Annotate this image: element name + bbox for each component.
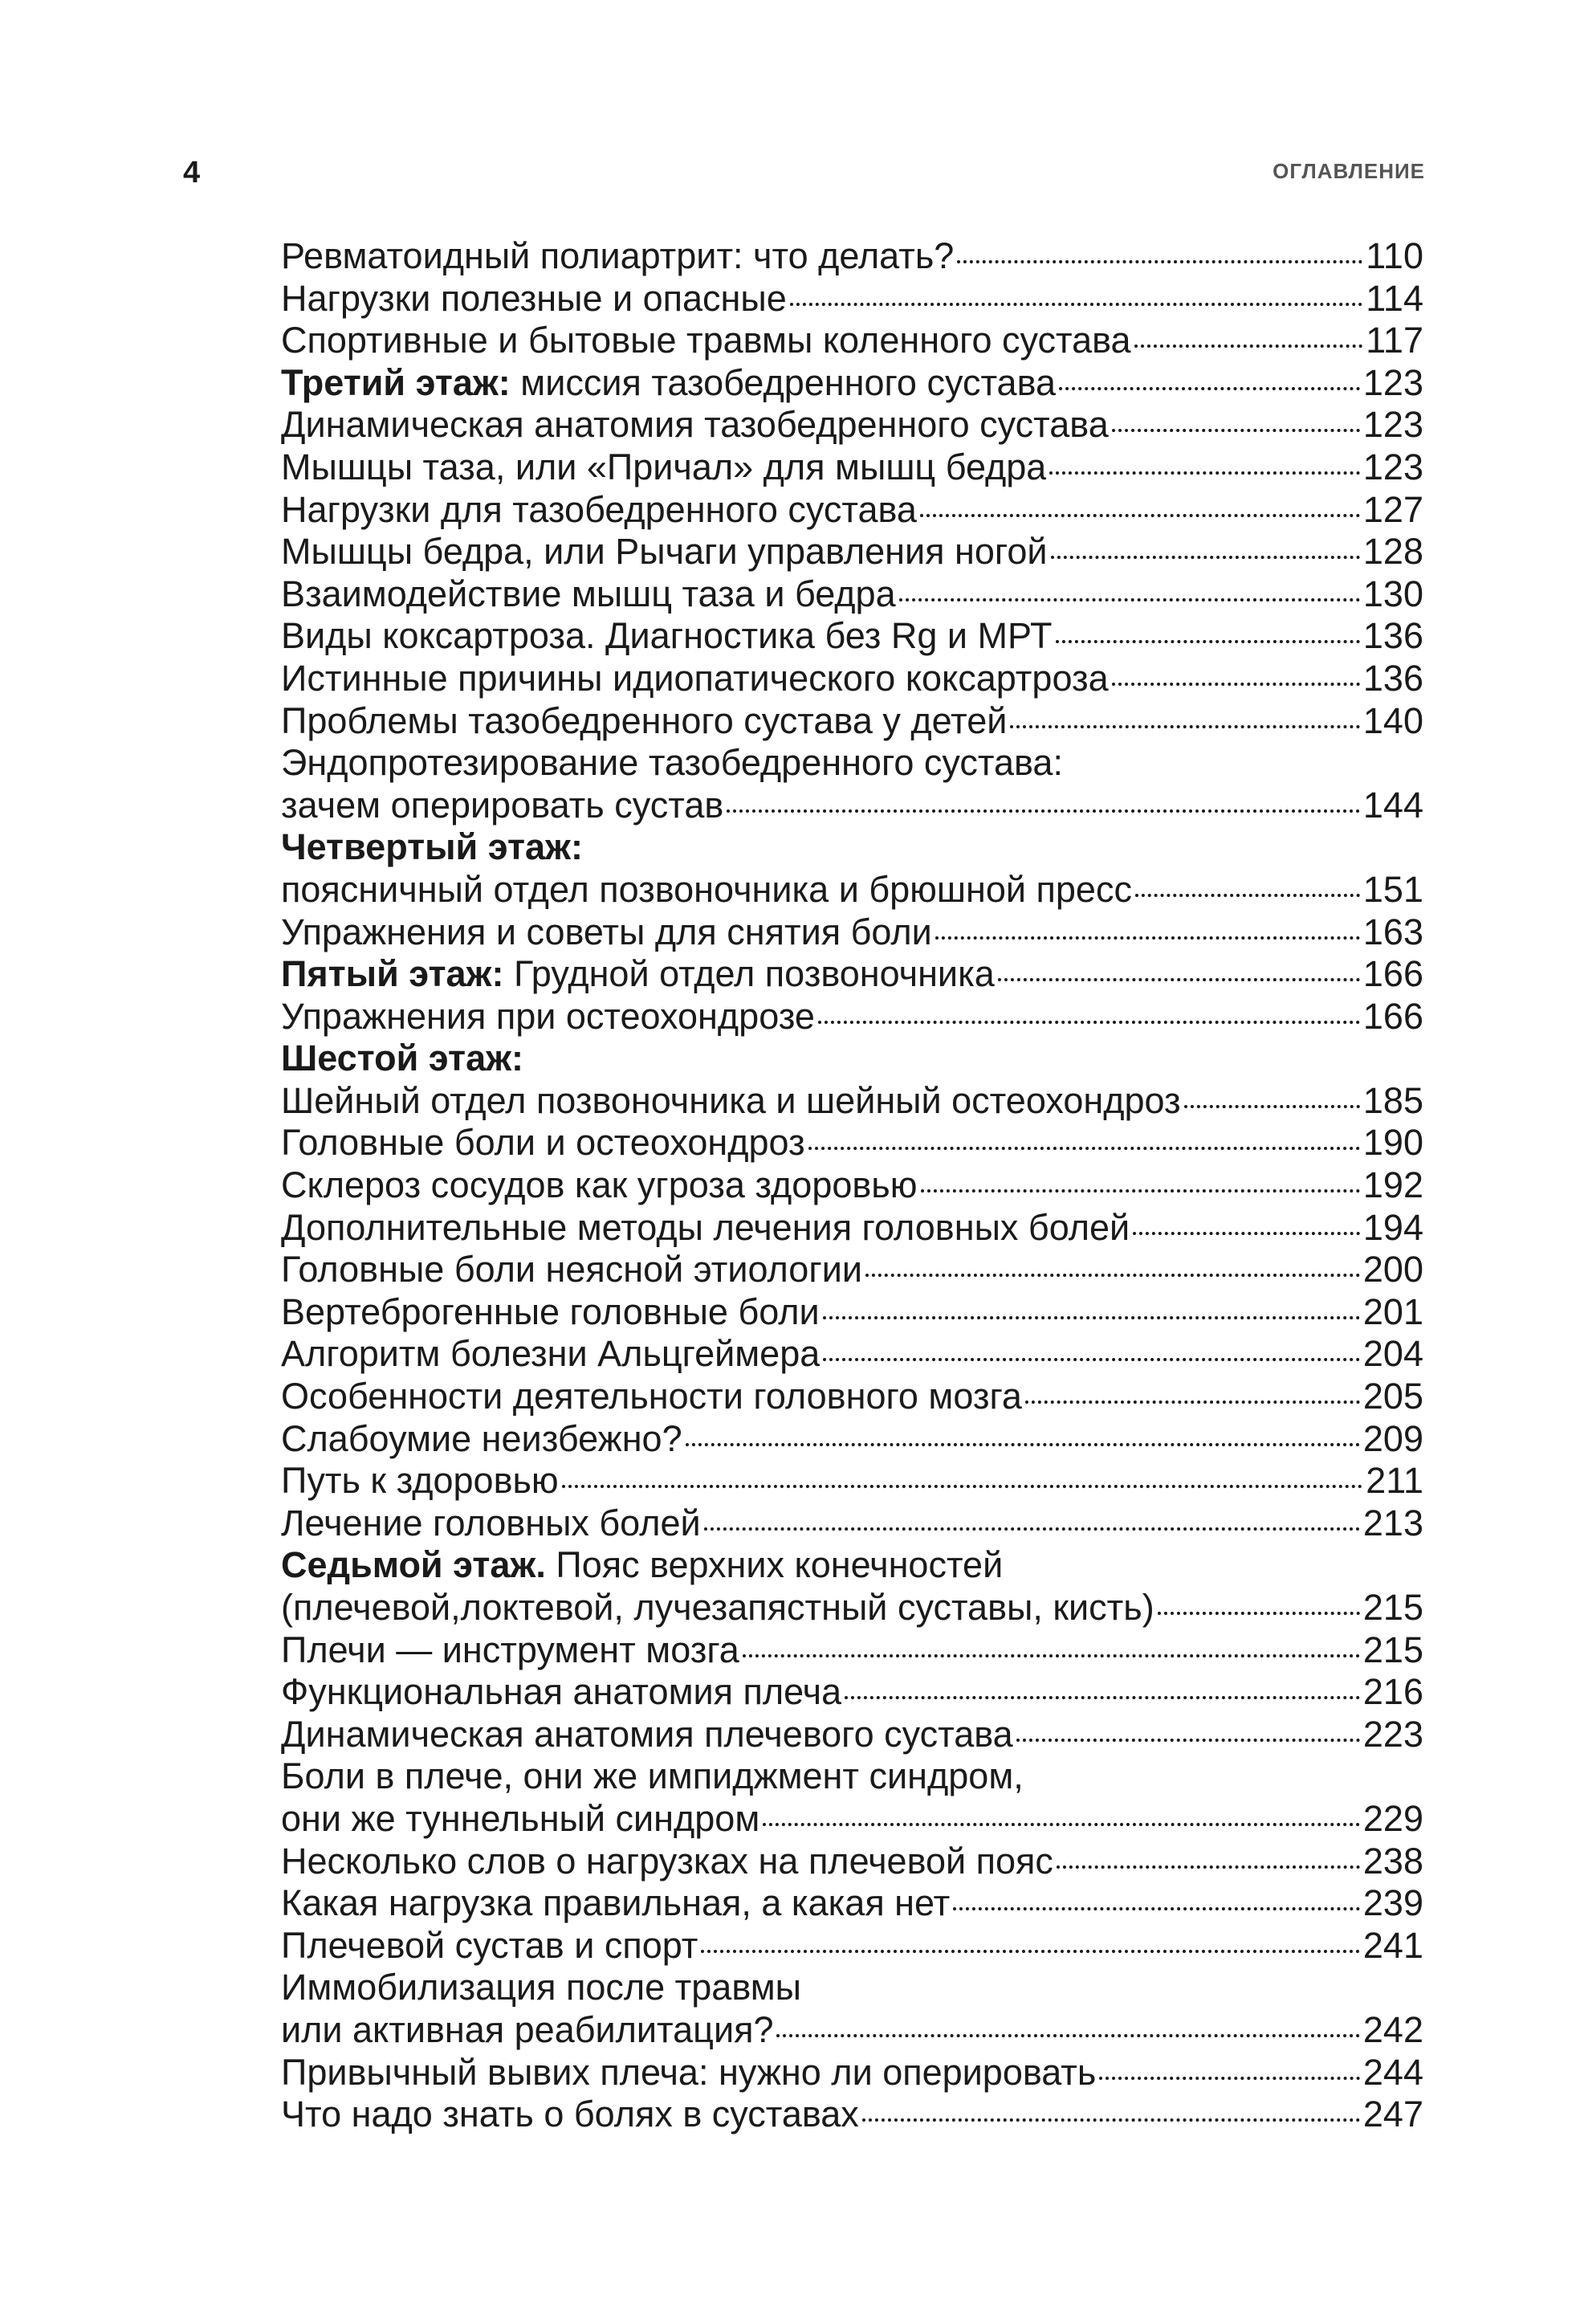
toc-entry bbox=[281, 2052, 1423, 2094]
dot-leader bbox=[727, 809, 1360, 813]
toc-entry-text: Шейный отдел позвоночника и шейный остеохондроз bbox=[281, 1079, 1181, 1121]
toc-entry-text: Алгоритм болезни Альцгеймера bbox=[281, 1333, 821, 1375]
toc-page-number: 114 bbox=[1366, 277, 1423, 319]
toc-page-number: 242 bbox=[1362, 2008, 1423, 2050]
toc-entry-text: Несколько слов о нагрузках на плечевой пояс bbox=[281, 1840, 1053, 1882]
toc-page-number: 130 bbox=[1362, 573, 1423, 614]
toc-entry-text: Какая нагрузка правильная, а какая нет bbox=[281, 1882, 951, 1924]
toc-entry bbox=[281, 1122, 1423, 1164]
toc-page-number: 123 bbox=[1362, 404, 1423, 446]
toc-entry-text: Упражнения при остеохондрозе bbox=[281, 995, 815, 1037]
toc-page-number: 244 bbox=[1362, 2051, 1423, 2093]
dot-leader bbox=[1135, 893, 1360, 897]
toc-entry bbox=[281, 2009, 1423, 2052]
dot-leader bbox=[1133, 1231, 1360, 1235]
toc-entry-title bbox=[281, 1460, 559, 1502]
toc-entry bbox=[281, 489, 1423, 532]
page-number: 4 bbox=[183, 156, 201, 190]
toc-entry-title bbox=[281, 1967, 801, 2008]
toc-entry bbox=[281, 235, 1423, 278]
toc-entry-text: Слабоумие неизбежно? bbox=[281, 1417, 682, 1459]
toc-entry bbox=[281, 1333, 1423, 1376]
running-head: ОГЛАВЛЕНИЕ bbox=[1272, 159, 1425, 183]
toc-entry bbox=[281, 1544, 1423, 1587]
dot-leader bbox=[1134, 344, 1363, 348]
toc-entry-title bbox=[281, 489, 917, 532]
toc-entry-title bbox=[281, 742, 1063, 783]
toc-entry bbox=[281, 1249, 1423, 1291]
dot-leader bbox=[562, 1484, 1363, 1488]
toc-entry-title bbox=[281, 1755, 1024, 1796]
toc-entry-title bbox=[281, 320, 1131, 362]
toc-entry bbox=[281, 1164, 1423, 1207]
toc-entry-text: Виды коксартроза. Диагностика без Rg и МРТ bbox=[281, 615, 1053, 657]
toc-entry bbox=[281, 785, 1423, 827]
toc-entry-title bbox=[281, 658, 1109, 700]
toc-entry-title bbox=[281, 2052, 1096, 2094]
toc-entry bbox=[281, 1460, 1423, 1502]
toc-entry-title bbox=[281, 1841, 1053, 1883]
dot-leader bbox=[686, 1442, 1360, 1446]
toc-entry-title bbox=[281, 1629, 739, 1672]
toc-page-number: 166 bbox=[1362, 953, 1423, 995]
toc-entry bbox=[281, 1376, 1423, 1418]
toc-entry-title bbox=[281, 235, 954, 278]
toc-entry-text: Эндопротезирование тазобедренного сустава: bbox=[281, 742, 1063, 784]
toc-entry-text: Головные боли и остеохондроз bbox=[281, 1122, 805, 1164]
toc-page-number: 216 bbox=[1362, 1671, 1423, 1713]
toc-entry bbox=[281, 1798, 1423, 1841]
toc-section-heading: Седьмой этаж. bbox=[281, 1544, 546, 1586]
toc-page-number: 201 bbox=[1362, 1290, 1423, 1332]
toc-entry-text: Функциональная анатомия плеча bbox=[281, 1671, 842, 1713]
toc-entry-text: Дополнительные методы лечения головных болей bbox=[281, 1206, 1130, 1248]
toc-page-number: 238 bbox=[1362, 1840, 1423, 1882]
toc-entry-text: Мышцы таза, или «Причал» для мышц бедра bbox=[281, 446, 1047, 487]
toc-entry bbox=[281, 1502, 1423, 1545]
toc-page-number: 241 bbox=[1362, 1924, 1423, 1966]
toc-entry bbox=[281, 320, 1423, 362]
toc-section-heading: Пятый этаж: bbox=[281, 953, 504, 995]
toc-page-number: 185 bbox=[1362, 1079, 1423, 1121]
toc-entry-title bbox=[281, 615, 1053, 658]
toc-section-heading: Шестой этаж: bbox=[281, 1038, 523, 1079]
dot-leader bbox=[1056, 639, 1360, 643]
dot-leader bbox=[865, 1273, 1360, 1277]
toc-entry-text: Мышцы бедра, или Рычаги управления ногой bbox=[281, 531, 1048, 573]
toc-page-number: 215 bbox=[1362, 1629, 1423, 1670]
toc-entry bbox=[281, 1967, 1423, 2009]
toc-entry-text: Грудной отдел позвоночника bbox=[503, 953, 995, 995]
dot-leader bbox=[1049, 471, 1360, 475]
toc-entry-title bbox=[281, 1291, 820, 1334]
toc-entry-title bbox=[281, 700, 1007, 743]
toc-entry bbox=[281, 1207, 1423, 1250]
toc-entry bbox=[281, 911, 1423, 954]
toc-entry bbox=[281, 826, 1423, 869]
toc-entry-text: Нагрузки полезные и опасные bbox=[281, 277, 787, 319]
toc-page-number: 151 bbox=[1362, 868, 1423, 910]
toc-entry-title bbox=[281, 785, 723, 827]
toc-page-number: 223 bbox=[1362, 1713, 1423, 1755]
toc-entry-title bbox=[281, 362, 1056, 405]
toc-page-number: 110 bbox=[1366, 235, 1423, 276]
toc-page-number: 123 bbox=[1362, 446, 1423, 487]
toc-entry-title bbox=[281, 446, 1046, 489]
toc-entry-text: Склероз сосудов как угроза здоровью bbox=[281, 1164, 918, 1206]
toc-page-number: 166 bbox=[1362, 995, 1423, 1037]
toc-entry-title bbox=[281, 531, 1048, 573]
toc-entry bbox=[281, 362, 1423, 405]
toc-entry-text: Пояс верхних конечностей bbox=[545, 1544, 1004, 1586]
toc-entry bbox=[281, 278, 1423, 320]
dot-leader bbox=[704, 1527, 1360, 1531]
dot-leader bbox=[998, 977, 1360, 981]
toc-entry bbox=[281, 2094, 1423, 2136]
toc-entry-text: Особенности деятельности головного мозга bbox=[281, 1376, 1022, 1417]
toc-entry-text: они же туннельный синдром bbox=[281, 1797, 760, 1839]
toc-entry-text: зачем оперировать сустав bbox=[281, 784, 724, 826]
toc-page-number: 247 bbox=[1362, 2094, 1423, 2135]
toc-entry bbox=[281, 1755, 1423, 1798]
toc-entry bbox=[281, 658, 1423, 700]
toc-entry-title bbox=[281, 1122, 805, 1164]
toc-entry-text: миссия тазобедренного сустава bbox=[510, 361, 1056, 403]
toc-page-number: 205 bbox=[1362, 1376, 1423, 1417]
toc-entry-title bbox=[281, 278, 787, 320]
toc-entry bbox=[281, 1587, 1423, 1629]
dot-leader bbox=[935, 936, 1360, 940]
toc-page-number: 229 bbox=[1362, 1797, 1423, 1839]
toc-entry-text: Ревматоидный полиартрит: что делать? bbox=[281, 235, 955, 276]
toc-page-number: 190 bbox=[1362, 1122, 1423, 1164]
dot-leader bbox=[1025, 1400, 1360, 1404]
toc-entry bbox=[281, 531, 1423, 573]
toc-entry bbox=[281, 1841, 1423, 1883]
toc-entry-text: Проблемы тазобедренного сустава у детей bbox=[281, 699, 1008, 741]
toc-entry bbox=[281, 742, 1423, 785]
toc-entry bbox=[281, 1629, 1423, 1672]
toc-entry-text: Истинные причины идиопатического коксартроза bbox=[281, 657, 1109, 699]
toc-entry-title bbox=[281, 404, 1109, 446]
dot-leader bbox=[1158, 1611, 1360, 1615]
toc-page-number: 140 bbox=[1362, 699, 1423, 741]
toc-page-number: 163 bbox=[1362, 911, 1423, 952]
toc-entry bbox=[281, 953, 1423, 996]
dot-leader bbox=[899, 597, 1360, 601]
toc-entry-title bbox=[281, 1333, 820, 1376]
toc-entry bbox=[281, 1925, 1423, 1967]
toc-entry-text: Спортивные и бытовые травмы коленного сустава bbox=[281, 320, 1131, 361]
dot-leader bbox=[808, 1146, 1360, 1150]
dot-leader bbox=[921, 1189, 1360, 1193]
toc-entry-title bbox=[281, 1080, 1181, 1123]
toc-entry-title bbox=[281, 869, 1132, 911]
dot-leader bbox=[776, 2033, 1359, 2037]
toc-entry-title bbox=[281, 911, 932, 954]
toc-entry-title bbox=[281, 1207, 1130, 1250]
toc-entry bbox=[281, 996, 1423, 1038]
toc-page-number: 204 bbox=[1362, 1333, 1423, 1375]
dot-leader bbox=[1051, 555, 1360, 559]
toc-page-number: 192 bbox=[1362, 1164, 1423, 1206]
toc-entry-text: поясничный отдел позвоночника и брюшной пресс bbox=[281, 868, 1132, 910]
toc-page-number: 213 bbox=[1362, 1502, 1423, 1543]
toc-entry-text: Плечевой сустав и спорт bbox=[281, 1924, 698, 1966]
toc-entry bbox=[281, 1291, 1423, 1334]
toc-page-number: 136 bbox=[1362, 615, 1423, 657]
dot-leader bbox=[763, 1822, 1360, 1826]
toc-entry-title bbox=[281, 1671, 841, 1714]
toc-page-number: 200 bbox=[1362, 1249, 1423, 1290]
toc-page-number: 117 bbox=[1366, 320, 1423, 361]
toc-entry-text: Боли в плече, они же импиджмент синдром, bbox=[281, 1755, 1024, 1797]
toc-entry-title bbox=[281, 1882, 950, 1925]
toc-page-number: 127 bbox=[1362, 488, 1423, 530]
toc-entry-title bbox=[281, 1249, 862, 1291]
toc-section-heading: Четвертый этаж: bbox=[281, 826, 583, 868]
toc-entry-title bbox=[281, 826, 583, 867]
toc-entry-text: или активная реабилитация? bbox=[281, 2008, 774, 2050]
toc-page-number: 211 bbox=[1366, 1460, 1423, 1502]
toc-page-number: 144 bbox=[1362, 784, 1423, 826]
dot-leader bbox=[701, 1949, 1360, 1953]
toc-entry-title bbox=[281, 1925, 698, 1967]
toc-entry bbox=[281, 869, 1423, 911]
dot-leader bbox=[1057, 1865, 1360, 1869]
toc-page-number: 215 bbox=[1362, 1587, 1423, 1628]
toc-entry bbox=[281, 446, 1423, 489]
toc-entry-text: (плечевой,локтевой, лучезапястный суставы, кисть) bbox=[281, 1587, 1154, 1628]
table-of-contents bbox=[281, 235, 1423, 2136]
dot-leader bbox=[1016, 1738, 1360, 1742]
dot-leader bbox=[920, 513, 1360, 517]
toc-entry-title bbox=[281, 1587, 1154, 1629]
toc-entry-title bbox=[281, 573, 896, 616]
toc-page-number: 239 bbox=[1362, 1882, 1423, 1924]
toc-entry-title bbox=[281, 2094, 859, 2136]
dot-leader bbox=[1099, 2076, 1360, 2080]
toc-entry-title bbox=[281, 1502, 701, 1545]
toc-entry-title bbox=[281, 1714, 1013, 1756]
dot-leader bbox=[862, 2118, 1360, 2122]
toc-entry-text: Плечи — инструмент мозга bbox=[281, 1629, 739, 1670]
toc-entry-title bbox=[281, 2009, 773, 2052]
toc-entry-text: Взаимодействие мышц таза и бедра bbox=[281, 573, 896, 614]
toc-entry bbox=[281, 1882, 1423, 1925]
toc-entry bbox=[281, 1080, 1423, 1123]
toc-entry bbox=[281, 700, 1423, 743]
dot-leader bbox=[1184, 1104, 1360, 1108]
toc-entry-title bbox=[281, 1798, 759, 1841]
toc-entry-text: Иммобилизация после травмы bbox=[281, 1967, 802, 2008]
toc-section-heading: Третий этаж: bbox=[281, 361, 511, 403]
toc-entry-title bbox=[281, 1418, 682, 1461]
toc-entry-text: Динамическая анатомия плечевого сустава bbox=[281, 1713, 1013, 1755]
toc-entry bbox=[281, 1038, 1423, 1080]
toc-entry bbox=[281, 404, 1423, 446]
toc-entry-title bbox=[281, 953, 995, 996]
toc-entry-text: Лечение головных болей bbox=[281, 1502, 701, 1543]
toc-page-number: 194 bbox=[1362, 1206, 1423, 1248]
dot-leader bbox=[818, 1020, 1360, 1024]
dot-leader bbox=[1059, 386, 1360, 390]
toc-entry-text: Динамическая анатомия тазобедренного сустава bbox=[281, 404, 1109, 446]
toc-entry-title bbox=[281, 1544, 1003, 1585]
toc-page-number: 123 bbox=[1362, 361, 1423, 403]
dot-leader bbox=[845, 1695, 1360, 1699]
dot-leader bbox=[957, 259, 1362, 263]
toc-entry bbox=[281, 1714, 1423, 1756]
toc-entry bbox=[281, 615, 1423, 658]
dot-leader bbox=[953, 1906, 1360, 1910]
toc-entry-text: Путь к здоровью bbox=[281, 1460, 559, 1502]
toc-entry-text: Вертеброгенные головные боли bbox=[281, 1290, 820, 1332]
toc-entry-text: Нагрузки для тазобедренного сустава bbox=[281, 488, 917, 530]
toc-page-number: 209 bbox=[1362, 1417, 1423, 1459]
dot-leader bbox=[743, 1653, 1360, 1657]
toc-entry-text: Что надо знать о болях в суставах bbox=[281, 2094, 859, 2135]
dot-leader bbox=[823, 1357, 1360, 1361]
dot-leader bbox=[823, 1315, 1360, 1319]
toc-entry-text: Головные боли неясной этиологии bbox=[281, 1249, 863, 1290]
toc-page-number: 136 bbox=[1362, 657, 1423, 699]
dot-leader bbox=[790, 302, 1362, 306]
toc-entry bbox=[281, 1671, 1423, 1714]
toc-entry-title bbox=[281, 1164, 918, 1207]
toc-entry-text: Упражнения и советы для снятия боли bbox=[281, 911, 932, 952]
toc-entry-title bbox=[281, 1376, 1022, 1418]
toc-entry bbox=[281, 573, 1423, 616]
toc-entry-text: Привычный вывих плеча: нужно ли оперировать bbox=[281, 2051, 1097, 2093]
dot-leader bbox=[1112, 682, 1360, 686]
dot-leader bbox=[1112, 428, 1360, 432]
toc-page-number: 128 bbox=[1362, 531, 1423, 573]
toc-entry bbox=[281, 1418, 1423, 1461]
toc-entry-title bbox=[281, 996, 815, 1038]
dot-leader bbox=[1010, 724, 1359, 728]
toc-entry-title bbox=[281, 1038, 523, 1078]
